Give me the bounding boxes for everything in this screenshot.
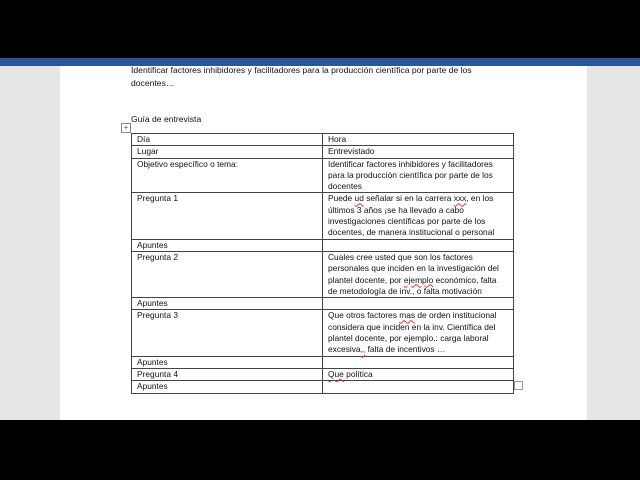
table-cell-value[interactable] bbox=[323, 310, 514, 356]
cell-text-segment: Que otros factores bbox=[328, 310, 400, 321]
table-row bbox=[132, 193, 514, 239]
table-row bbox=[132, 134, 514, 146]
cell-text-segment: ud bbox=[354, 193, 364, 204]
table-row bbox=[132, 310, 514, 356]
cell-text-segment: falta de incentivos … bbox=[365, 344, 446, 355]
intro-line-2: docentes… bbox=[131, 78, 175, 88]
cell-text-segment: económico, falta de metodología de inv., o falta motivación bbox=[328, 274, 497, 296]
table-cell-value[interactable] bbox=[323, 381, 514, 393]
cell-text-segment: mas bbox=[399, 310, 416, 321]
table-row bbox=[132, 298, 514, 310]
table-cell-label[interactable]: Objetivo específico o tema: bbox=[132, 158, 323, 193]
table-row bbox=[132, 158, 514, 193]
table-cell-value[interactable] bbox=[323, 356, 514, 368]
table-cell-label[interactable]: Apuntes bbox=[132, 298, 323, 310]
cell-text-segment: , en los últimos 3 años ¡se ha llevado a cabo investigaciones científicas por parte de los docentes, de manera institucional o personal bbox=[328, 193, 495, 238]
table-cell-label[interactable]: Día bbox=[132, 134, 323, 146]
table-move-handle-icon[interactable]: + bbox=[121, 123, 131, 133]
table-cell-label[interactable]: Apuntes bbox=[132, 381, 323, 393]
table-cell-value[interactable] bbox=[323, 193, 514, 239]
table-cell-value[interactable]: Hora bbox=[323, 134, 514, 146]
table-cell-value[interactable] bbox=[323, 239, 514, 251]
table-cell-value[interactable] bbox=[323, 368, 514, 380]
table-row bbox=[132, 381, 514, 393]
cell-text-segment: Que bbox=[328, 368, 344, 379]
table-row bbox=[132, 146, 514, 158]
table-cell-label[interactable]: Pregunta 3 bbox=[132, 310, 323, 356]
table-row bbox=[132, 239, 514, 251]
table-row bbox=[132, 356, 514, 368]
table-cell-value[interactable]: Identificar factores inhibidores y facilitadores para la producción científica por parte de los docentes bbox=[323, 158, 514, 193]
table-cell-label[interactable]: Pregunta 2 bbox=[132, 251, 323, 297]
table-cell-label[interactable]: Lugar bbox=[132, 146, 323, 158]
cell-text-segment: Cuales cree usted que son los factores personales que inciden en la investigación del plantel docente, por bbox=[328, 251, 499, 285]
cell-text-segment: xxx bbox=[453, 193, 467, 204]
table-cell-label[interactable]: Apuntes bbox=[132, 356, 323, 368]
table-cell-value[interactable]: Entrevistado bbox=[323, 146, 514, 158]
table-cell-value[interactable] bbox=[323, 251, 514, 297]
table-cell-value[interactable] bbox=[323, 298, 514, 310]
interview-guide-table[interactable] bbox=[131, 133, 514, 394]
cell-text-segment: Puede bbox=[328, 193, 355, 204]
table-resize-handle-icon[interactable] bbox=[514, 381, 523, 390]
guide-title: Guía de entrevista bbox=[131, 114, 202, 124]
cell-text-segment: política bbox=[343, 368, 373, 379]
table-cell-label[interactable]: Apuntes bbox=[132, 239, 323, 251]
table-row bbox=[132, 251, 514, 297]
table-row bbox=[132, 368, 514, 380]
intro-line-1: Identificar factores inhibidores y facilitadores para la producción científica por parte de los bbox=[131, 65, 472, 75]
table-cell-label[interactable]: Pregunta 4 bbox=[132, 368, 323, 380]
table-cell-label[interactable]: Pregunta 1 bbox=[132, 193, 323, 239]
cell-text-segment: ejemplo bbox=[403, 274, 434, 285]
cell-text-segment: de orden institucional considera que inciden en la inv. Científica del plantel docente, por ejemplo.: carga laboral excesiva bbox=[328, 310, 497, 355]
cell-text-segment: ,, bbox=[360, 344, 366, 355]
cell-text-segment: señalar si en la carrera bbox=[363, 193, 454, 204]
intro-paragraph[interactable] bbox=[131, 64, 501, 90]
